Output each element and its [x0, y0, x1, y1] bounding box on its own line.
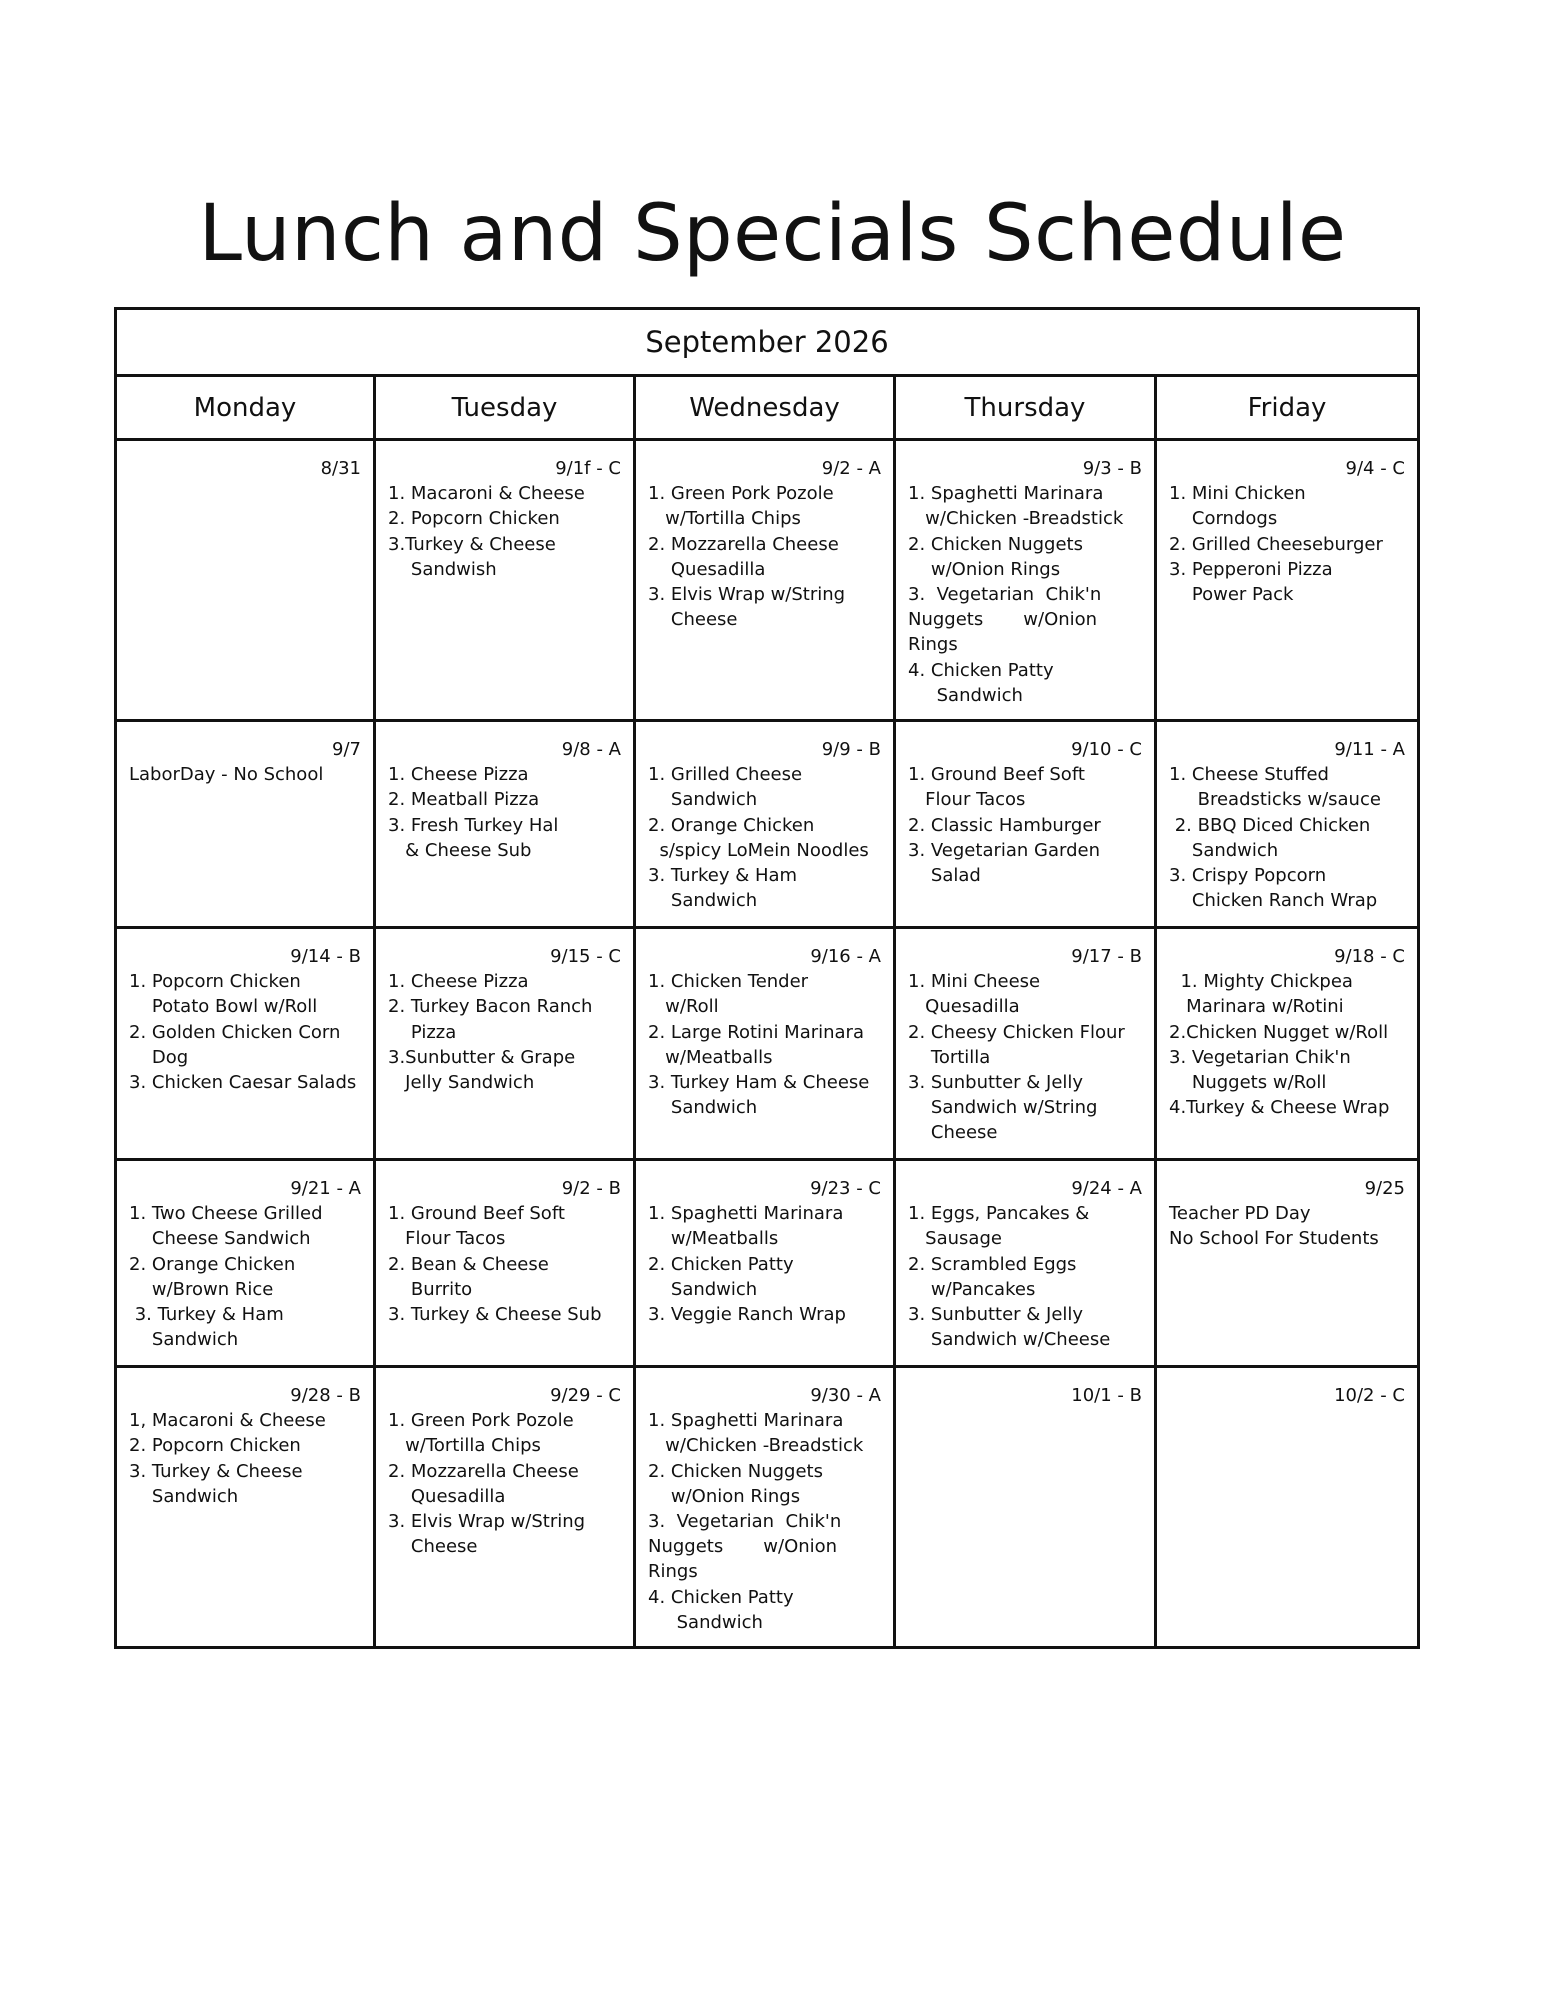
day-date: 9/24 - A	[1071, 1178, 1142, 1199]
month-heading: September 2026	[116, 309, 1419, 376]
menu-item-line: Burrito	[388, 1278, 473, 1300]
menu-item-line: 3. Turkey & Cheese	[129, 1460, 303, 1482]
week-row	[116, 721, 1419, 928]
menu-item-line: Nuggets w/Onion	[648, 1536, 838, 1558]
menu-item-line: 2. Orange Chicken	[129, 1253, 296, 1275]
menu-item-line: 1. Cheese Stuffed	[1169, 764, 1329, 786]
day-cell	[116, 1160, 375, 1367]
menu-item-line: 3. Fresh Turkey Hal	[388, 814, 559, 836]
day-date: 9/25	[1364, 1178, 1405, 1199]
menu-item-line: w/Meatballs	[648, 1228, 779, 1250]
menu-item-line: 1. Grilled Cheese	[648, 764, 803, 786]
day-cell	[375, 721, 635, 928]
day-cell	[116, 721, 375, 928]
menu-item-line: 2. Chicken Nuggets	[648, 1460, 823, 1482]
menu-item-line: Jelly Sandwich	[388, 1072, 535, 1094]
menu-item-line: 2. Grilled Cheeseburger	[1169, 533, 1383, 555]
menu-item-line: 1. Chicken Tender	[648, 971, 809, 993]
page-title: Lunch and Specials Schedule	[198, 189, 1347, 279]
menu-item-line: 2. Cheesy Chicken Flour	[908, 1021, 1125, 1043]
menu-item-line: 4. Chicken Patty	[908, 659, 1054, 681]
menu-item-line: Cheese	[388, 1536, 478, 1558]
menu-item-line: 2. Chicken Patty	[648, 1253, 794, 1275]
menu-item-line: 2. Large Rotini Marinara	[648, 1021, 864, 1043]
menu-item-line: 1. Mini Chicken	[1169, 483, 1306, 505]
menu-item-line: w/Onion Rings	[908, 558, 1061, 580]
menu-item-line: Sandwich	[648, 890, 758, 912]
menu-item-line: 3. Elvis Wrap w/String	[648, 584, 846, 606]
menu-item-line: & Cheese Sub	[388, 839, 532, 861]
menu-item-line: 1. Eggs, Pancakes &	[908, 1203, 1090, 1225]
menu-item-line: 2. Scrambled Eggs	[908, 1253, 1077, 1275]
menu-item-line: 3. Vegetarian Garden	[908, 839, 1101, 861]
menu-item-line: Sandwich	[1169, 839, 1279, 861]
menu-item-line: Nuggets w/Onion	[908, 609, 1098, 631]
menu-item-line: Sausage	[908, 1228, 1002, 1250]
day-date: 9/4 - C	[1345, 458, 1405, 479]
menu-item-line: Sandwish	[388, 558, 497, 580]
menu-item-line: 3. Turkey & Ham	[648, 865, 798, 887]
day-date: 9/11 - A	[1334, 739, 1405, 760]
day-cell	[895, 440, 1156, 721]
menu-item-line: 3. Vegetarian Chik'n	[908, 584, 1102, 606]
day-date: 9/17 - B	[1071, 946, 1142, 967]
menu-item-line: 3.Sunbutter & Grape	[388, 1046, 576, 1068]
menu-item-line: 4.Turkey & Cheese Wrap	[1169, 1097, 1390, 1119]
menu-item-line: Cheese	[648, 609, 738, 631]
day-cell	[895, 721, 1156, 928]
week-row	[116, 928, 1419, 1160]
menu-item-line: 1. Mighty Chickpea	[1169, 971, 1353, 993]
day-date: 10/2 - C	[1334, 1385, 1405, 1406]
menu-item-line: Sandwich	[908, 684, 1023, 706]
menu-item-line: 3.Turkey & Cheese	[388, 533, 556, 555]
day-cell	[895, 1160, 1156, 1367]
menu-item-line: Sandwich	[648, 1097, 758, 1119]
menu-item-line: 3. Sunbutter & Jelly	[908, 1072, 1084, 1094]
menu-item-line: 2. Chicken Nuggets	[908, 533, 1083, 555]
month-row	[116, 309, 1419, 376]
menu-item-line: 3. Sunbutter & Jelly	[908, 1304, 1084, 1326]
day-date: 9/28 - B	[290, 1385, 361, 1406]
menu-item-line: 2. BBQ Diced Chicken	[1169, 814, 1371, 836]
menu-item-line: 2. Bean & Cheese	[388, 1253, 549, 1275]
day-cell	[1156, 1160, 1419, 1367]
weekday-header-wednesday: Wednesday	[635, 376, 895, 440]
menu-item-line: No School For Students	[1169, 1228, 1379, 1250]
menu-item-line: 1. Ground Beef Soft	[908, 764, 1085, 786]
day-date: 9/18 - C	[1334, 946, 1405, 967]
day-date: 9/8 - A	[561, 739, 621, 760]
day-cell	[635, 1367, 895, 1648]
weekday-header-monday: Monday	[116, 376, 375, 440]
weekday-header-tuesday: Tuesday	[375, 376, 635, 440]
menu-item-line: 1. Green Pork Pozole	[648, 483, 834, 505]
day-cell	[635, 721, 895, 928]
menu-item-line: Flour Tacos	[388, 1228, 506, 1250]
menu-item-line: 3. Veggie Ranch Wrap	[648, 1304, 846, 1326]
day-cell	[635, 440, 895, 721]
menu-item-line: 4. Chicken Patty	[648, 1586, 794, 1608]
day-date: 9/21 - A	[290, 1178, 361, 1199]
day-date: 9/14 - B	[290, 946, 361, 967]
week-row	[116, 1367, 1419, 1648]
menu-item-line: 3. Vegetarian Chik'n	[1169, 1046, 1351, 1068]
weekday-header-row	[116, 376, 1419, 440]
menu-item-line: 2. Turkey Bacon Ranch	[388, 996, 593, 1018]
menu-item-line: 3. Chicken Caesar Salads	[129, 1072, 357, 1094]
menu-item-line: LaborDay - No School	[129, 764, 324, 786]
menu-item-line: 1. Spaghetti Marinara	[648, 1203, 844, 1225]
menu-item-line: 3. Turkey & Ham	[129, 1304, 284, 1326]
menu-item-line: 1. Mini Cheese	[908, 971, 1041, 993]
menu-item-line: 2. Mozzarella Cheese	[648, 533, 839, 555]
menu-item-line: Rings	[648, 1561, 698, 1583]
day-date: 9/1f - C	[555, 458, 621, 479]
menu-item-line: Sandwich w/Cheese	[908, 1329, 1111, 1351]
menu-item-line: Dog	[129, 1046, 189, 1068]
menu-item-line: Cheese Sandwich	[129, 1228, 311, 1250]
menu-item-line: Sandwich w/String	[908, 1097, 1098, 1119]
day-cell	[116, 440, 375, 721]
day-cell	[895, 1367, 1156, 1648]
menu-item-line: 3. Crispy Popcorn	[1169, 865, 1327, 887]
menu-item-line: Nuggets w/Roll	[1169, 1072, 1327, 1094]
menu-item-line: Sandwich	[129, 1329, 239, 1351]
menu-item-line: Chicken Ranch Wrap	[1169, 890, 1378, 912]
menu-item-line: w/Chicken -Breadstick	[648, 1435, 864, 1457]
schedule-table	[114, 307, 1420, 1649]
menu-item-line: Potato Bowl w/Roll	[129, 996, 318, 1018]
menu-item-line: 1. Ground Beef Soft	[388, 1203, 565, 1225]
day-cell	[375, 1160, 635, 1367]
menu-item-line: Breadsticks w/sauce	[1169, 789, 1381, 811]
menu-item-line: 3. Turkey & Cheese Sub	[388, 1304, 602, 1326]
day-cell	[375, 1367, 635, 1648]
menu-item-line: 1. Spaghetti Marinara	[648, 1410, 844, 1432]
day-cell	[1156, 721, 1419, 928]
weekday-header-friday: Friday	[1156, 376, 1419, 440]
menu-item-line: 2. Mozzarella Cheese	[388, 1460, 579, 1482]
menu-item-line: w/Meatballs	[648, 1046, 773, 1068]
menu-item-line: Pizza	[388, 1021, 457, 1043]
day-cell	[635, 1160, 895, 1367]
menu-item-line: Quesadilla	[908, 996, 1020, 1018]
day-date: 9/15 - C	[550, 946, 621, 967]
day-cell	[895, 928, 1156, 1160]
menu-item-line: w/Tortilla Chips	[648, 508, 801, 530]
day-date: 9/23 - C	[810, 1178, 881, 1199]
day-date: 9/29 - C	[550, 1385, 621, 1406]
menu-item-line: 1, Macaroni & Cheese	[129, 1410, 326, 1432]
day-cell	[635, 928, 895, 1160]
menu-item-line: 3. Elvis Wrap w/String	[388, 1511, 586, 1533]
day-cell	[375, 440, 635, 721]
menu-item-line: w/Pancakes	[908, 1278, 1036, 1300]
menu-item-line: s/spicy LoMein Noodles	[648, 839, 869, 861]
day-date: 9/2 - B	[561, 1178, 621, 1199]
menu-item-line: Sandwich	[648, 789, 758, 811]
day-date: 9/9 - B	[821, 739, 881, 760]
menu-item-line: Quesadilla	[388, 1485, 506, 1507]
menu-item-line: Corndogs	[1169, 508, 1278, 530]
menu-item-line: 3. Vegetarian Chik'n	[648, 1511, 842, 1533]
day-date: 9/30 - A	[810, 1385, 881, 1406]
menu-item-line: 2. Golden Chicken Corn	[129, 1021, 341, 1043]
menu-item-line: 1. Macaroni & Cheese	[388, 483, 585, 505]
menu-item-line: Flour Tacos	[908, 789, 1026, 811]
menu-item-line: 1. Two Cheese Grilled	[129, 1203, 323, 1225]
day-date: 10/1 - B	[1071, 1385, 1142, 1406]
menu-item-line: 1. Green Pork Pozole	[388, 1410, 574, 1432]
menu-item-line: Rings	[908, 634, 958, 656]
menu-item-line: w/Tortilla Chips	[388, 1435, 541, 1457]
menu-item-line: 2.Chicken Nugget w/Roll	[1169, 1021, 1389, 1043]
day-cell	[116, 928, 375, 1160]
menu-item-line: 2. Classic Hamburger	[908, 814, 1101, 836]
day-cell	[1156, 1367, 1419, 1648]
week-row	[116, 1160, 1419, 1367]
menu-item-line: Cheese	[908, 1122, 998, 1144]
menu-item-line: w/Chicken -Breadstick	[908, 508, 1124, 530]
day-date: 9/3 - B	[1082, 458, 1142, 479]
menu-item-line: 2. Meatball Pizza	[388, 789, 540, 811]
day-cell	[375, 928, 635, 1160]
day-cell	[1156, 928, 1419, 1160]
menu-item-line: 3. Turkey Ham & Cheese	[648, 1072, 870, 1094]
day-cell	[1156, 440, 1419, 721]
day-date: 9/2 - A	[821, 458, 881, 479]
menu-item-line: Teacher PD Day	[1169, 1203, 1311, 1225]
day-date: 9/10 - C	[1071, 739, 1142, 760]
day-date: 8/31	[320, 458, 361, 479]
menu-item-line: 1. Cheese Pizza	[388, 971, 529, 993]
day-cell	[116, 1367, 375, 1648]
week-row	[116, 440, 1419, 721]
menu-item-line: Marinara w/Rotini	[1169, 996, 1344, 1018]
menu-item-line: 2. Popcorn Chicken	[129, 1435, 301, 1457]
menu-item-line: Sandwich	[648, 1278, 758, 1300]
menu-item-line: 3. Pepperoni Pizza	[1169, 558, 1333, 580]
menu-item-line: w/Roll	[648, 996, 719, 1018]
menu-item-line: 1. Cheese Pizza	[388, 764, 529, 786]
menu-item-line: Sandwich	[129, 1485, 239, 1507]
menu-item-line: Sandwich	[648, 1611, 763, 1633]
menu-item-line: 2. Orange Chicken	[648, 814, 815, 836]
menu-item-line: Tortilla	[908, 1046, 991, 1068]
day-date: 9/16 - A	[810, 946, 881, 967]
menu-item-line: 1. Spaghetti Marinara	[908, 483, 1104, 505]
menu-item-line: Salad	[908, 865, 981, 887]
day-date: 9/7	[332, 739, 361, 760]
weekday-header-thursday: Thursday	[895, 376, 1156, 440]
menu-item-line: 1. Popcorn Chicken	[129, 971, 301, 993]
menu-item-line: Power Pack	[1169, 584, 1294, 606]
menu-item-line: Quesadilla	[648, 558, 766, 580]
menu-item-line: w/Brown Rice	[129, 1278, 274, 1300]
menu-item-line: w/Onion Rings	[648, 1485, 801, 1507]
menu-item-line: 2. Popcorn Chicken	[388, 508, 560, 530]
